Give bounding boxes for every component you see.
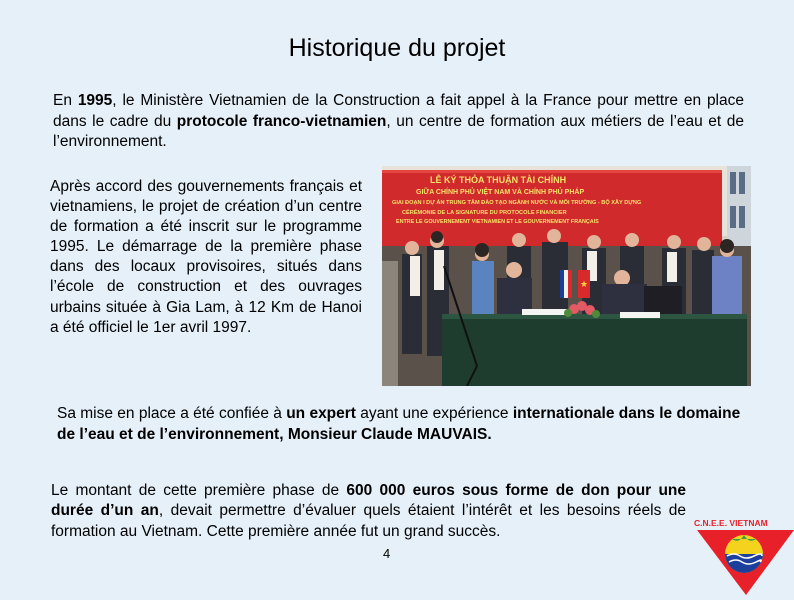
funding-amount: 600 000 euros sous forme de don pour une durée d’un an xyxy=(51,482,687,520)
intro-text-3: , un centre de formation aux métiers de l’eau et de l’environnement. xyxy=(53,112,744,150)
banner-line-3: GIAI ĐOẠN I DỰ ÁN TRUNG TÂM ĐÀO TẠO NGÀNH NƯỚC VÀ MÔI TRƯỜNG - BỘ XÂY DỰNG xyxy=(392,200,642,206)
expert-emphasis: un expert xyxy=(286,405,356,422)
intro-text-2: , le Ministère Vietnamien de la Construction a fait appel à la France pour mettre en place dans le cadre du xyxy=(53,92,744,130)
intro-year: 1995 xyxy=(77,92,113,109)
signing-ceremony-photo xyxy=(382,166,751,386)
banner-line-5: ENTRE LE GOUVERNEMENT VIETNAMIEN ET LE GOUVERNEMENT FRANÇAIS xyxy=(396,219,599,225)
expert-text-2: ayant une expérience xyxy=(355,405,513,422)
intro-protocol: protocole franco-vietnamien xyxy=(176,112,387,130)
expert-text-1: Sa mise en place a été confiée à xyxy=(57,405,287,422)
intro-paragraph xyxy=(53,91,744,153)
page-number: 4 xyxy=(383,546,391,561)
logo-text: C.N.E.E. VIETNAM xyxy=(694,518,768,528)
svg-text:★: ★ xyxy=(580,280,589,290)
banner-line-2: GIỮA CHÍNH PHỦ VIỆT NAM VÀ CHÍNH PHỦ PHÁP xyxy=(416,189,585,196)
intro-text-1: En xyxy=(53,92,78,109)
expert-paragraph xyxy=(57,403,757,445)
slide-title: Historique du projet xyxy=(288,34,506,62)
funding-paragraph xyxy=(51,481,686,542)
funding-text-2: , devait permettre d’évaluer quels étaient l’intérêt et les besoins réels de formation au Vietnam. Cette première année fut un grand succès. xyxy=(51,502,686,540)
cnee-vietnam-logo xyxy=(694,518,794,595)
expert-domain: internationale dans le domaine de l’eau et de l’environnement, Monsieur Claude MAUVAIS. xyxy=(57,405,741,443)
funding-text-1: Le montant de cette première phase de xyxy=(51,482,347,499)
banner-line-1: LỄ KÝ THỎA THUẬN TÀI CHÍNH xyxy=(430,175,567,185)
agreement-paragraph: Après accord des gouvernements français et vietnamiens, le projet de création d’un centre de formation a été inscrit sur le programme 1995. Le démarrage de la première phase dans des locaux provisoires, situés dans l’école de construction et des ouvrages urbains située à Gia Lam, à 12 Km de Hanoi a été officiel le 1er avril 1997. xyxy=(50,178,362,336)
banner-line-4: CÉRÉMONIE DE LA SIGNATURE DU PROTOCOLE FINANCIER xyxy=(402,210,567,216)
